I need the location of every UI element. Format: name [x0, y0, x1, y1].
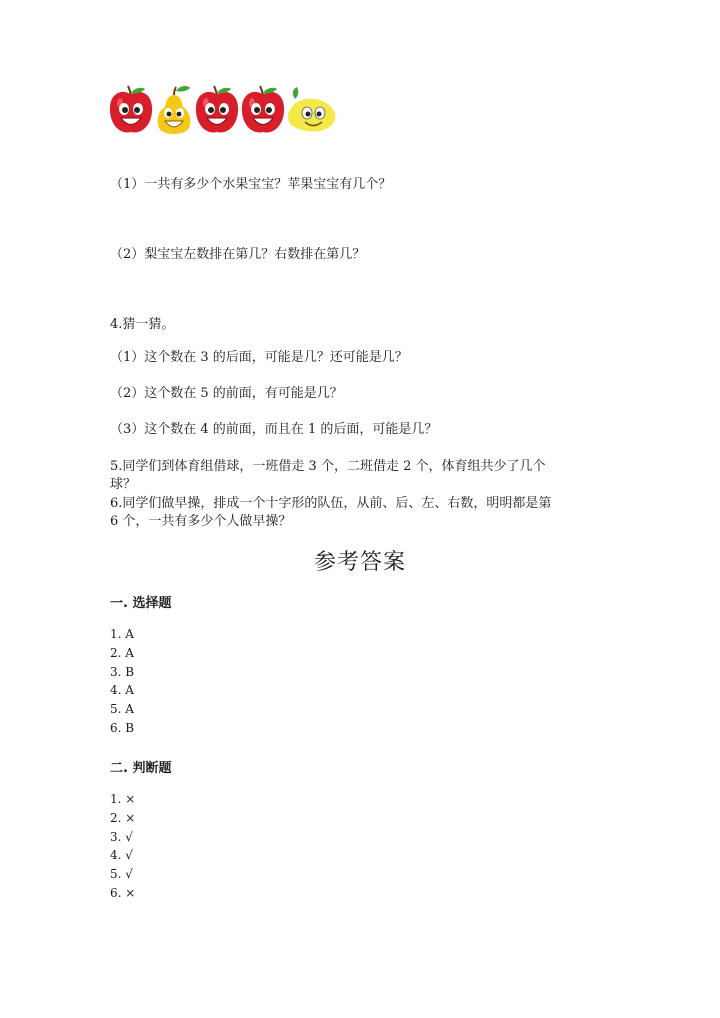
- question-4-title: 4.猜一猜。: [110, 317, 175, 332]
- question-4-part-3: （3）这个数在 4 的前面，而且在 1 的后面，可能是几？: [110, 422, 438, 437]
- question-5-line-1: 5.同学们到体育组借球，一班借走 3 个，二班借走 2 个，体育组共少了几个: [110, 459, 546, 474]
- answer-item: 3. √: [110, 829, 133, 844]
- question-3-part-1: （1）一共有多少个水果宝宝？苹果宝宝有几个？: [110, 177, 392, 192]
- answer-item: 4. √: [110, 848, 133, 863]
- answer-item: 1. ×: [110, 792, 136, 806]
- answer-item: 2. ×: [110, 810, 136, 825]
- answer-item: 5. √: [110, 867, 133, 882]
- answer-item: 6. B: [110, 720, 135, 735]
- answer-item: 3. B: [110, 664, 135, 679]
- section-2-answers: [110, 790, 135, 903]
- question-4-part-1: （1）这个数在 3 的后面，可能是几？还可能是几？: [110, 350, 408, 365]
- pear-face-icon: [153, 85, 195, 137]
- apple-face-icon: [193, 85, 241, 137]
- question-5-line-2: 球？: [110, 477, 137, 492]
- question-6-line-1: 6.同学们做早操，排成一个十字形的队伍，从前、后、左、右数，明明都是第: [110, 496, 552, 511]
- answer-item: 4. A: [110, 683, 134, 698]
- question-3-part-2: （2）梨宝宝左数排在第几？右数排在第几？: [110, 247, 366, 262]
- question-6-line-2: 6 个，一共有多少个人做早操？: [110, 514, 292, 529]
- answer-item: 2. A: [110, 645, 134, 660]
- answer-item: 5. A: [110, 702, 134, 717]
- section-2-title: 二. 判断题: [110, 761, 172, 776]
- question-4-part-2: （2）这个数在 5 的前面，有可能是几？: [110, 386, 343, 401]
- section-1-title: 一. 选择题: [110, 596, 172, 611]
- apple-face-icon: [107, 85, 155, 137]
- answer-item: 1. A: [110, 627, 134, 641]
- lemon-face-icon: [285, 85, 339, 137]
- fruit-image-row: [107, 85, 339, 137]
- answer-key-title: 参考答案: [313, 550, 406, 575]
- section-1-answers: [110, 625, 134, 738]
- answer-item: 6. ×: [110, 885, 136, 900]
- apple-face-icon: [239, 85, 287, 137]
